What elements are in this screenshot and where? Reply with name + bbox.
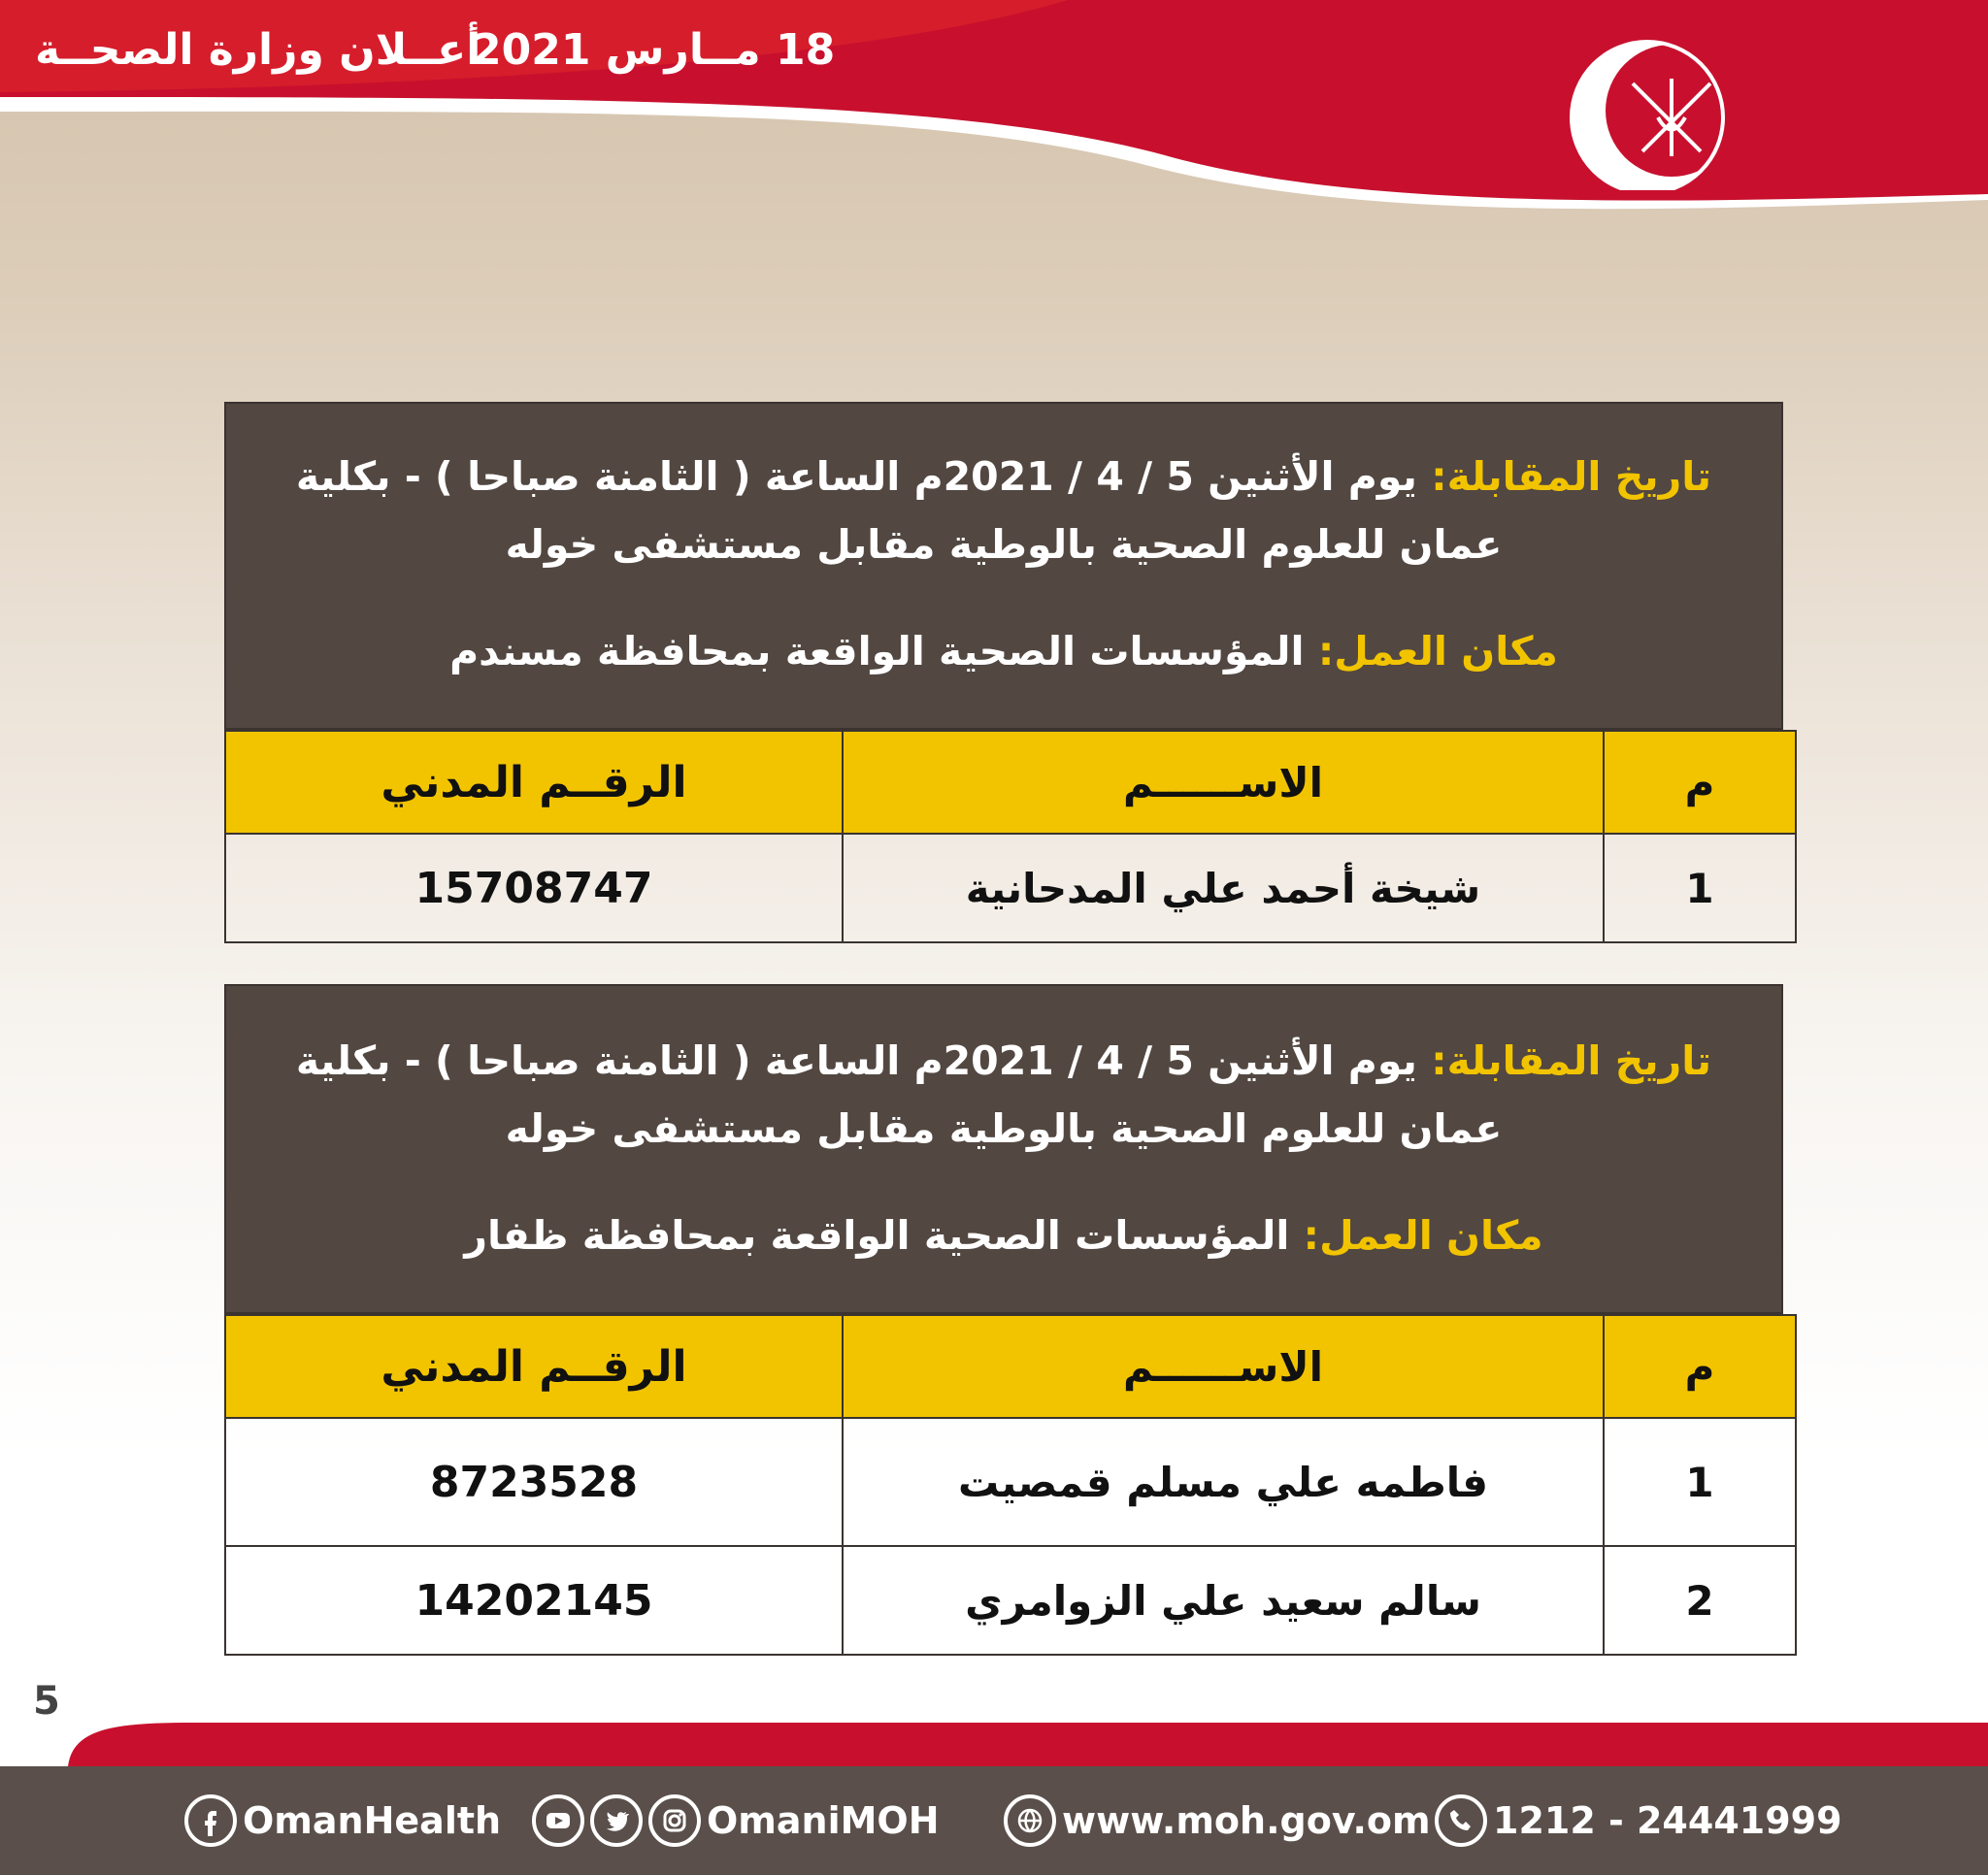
interview-date-line <box>226 443 1781 578</box>
facebook-handle: OmanHealth <box>243 1799 502 1842</box>
row-civil-id: 14202145 <box>225 1546 843 1655</box>
website-link[interactable] <box>1004 1793 1431 1848</box>
interview-info <box>224 984 1783 1314</box>
ministry-logo-text <box>1710 68 1943 157</box>
logo-line-sultanate: سلطنة عمان <box>1722 68 1932 113</box>
work-place-text: المؤسسات الصحية الواقعة بمحافظة مسندم <box>449 628 1318 674</box>
work-place-label: مكان العمل: <box>1303 1212 1543 1259</box>
column-id-header: الرقــم المدني <box>225 731 843 834</box>
announcement-title: أعــلان وزارة الصحــة <box>35 25 481 75</box>
column-index-header: م <box>1604 731 1796 834</box>
footer-contact-bar <box>0 1766 1988 1875</box>
work-place-line <box>226 1201 1781 1269</box>
social-handle: OmaniMOH <box>707 1799 940 1842</box>
globe-icon <box>1004 1794 1056 1847</box>
table-row <box>225 1418 1796 1546</box>
interview-info <box>224 402 1783 730</box>
column-id-header: الرقــم المدني <box>225 1315 843 1418</box>
facebook-icon <box>184 1794 237 1847</box>
table-row <box>225 834 1796 942</box>
announcement-block-musandam <box>224 402 1783 943</box>
work-place-text: المؤسسات الصحية الواقعة بمحافظة ظفار <box>464 1212 1304 1259</box>
social-links[interactable] <box>532 1793 940 1848</box>
website-url: www.moh.gov.om <box>1062 1799 1431 1842</box>
table-header-row <box>225 1315 1796 1418</box>
column-name-header: الاســــــم <box>843 1315 1604 1418</box>
youtube-icon[interactable] <box>532 1794 584 1847</box>
footer-red-stripe <box>0 1708 1988 1766</box>
instagram-icon[interactable] <box>648 1794 701 1847</box>
row-civil-id: 15708747 <box>225 834 843 942</box>
interview-date-label: تاريخ المقابلة: <box>1431 453 1712 500</box>
phone-icon <box>1435 1794 1487 1847</box>
row-name: شيخة أحمد علي المدحانية <box>843 834 1604 942</box>
row-name: سالم سعيد علي الزوامري <box>843 1546 1604 1655</box>
row-name: فاطمه علي مسلم قمصيت <box>843 1418 1604 1546</box>
table-header-row <box>225 731 1796 834</box>
table-row <box>225 1546 1796 1655</box>
twitter-icon[interactable] <box>590 1794 643 1847</box>
announcement-date: 18 مــارس 2021 <box>472 25 836 75</box>
interview-date-text: يوم الأثنين 5 / 4 / 2021م الساعة ( الثامنة صباحا ) - بكلية عمان للعلوم الصحية بالوطية مقابل مستشفى خوله <box>295 1037 1503 1152</box>
work-place-line <box>226 617 1781 685</box>
candidates-table <box>224 730 1797 943</box>
interview-date-line <box>226 1027 1781 1163</box>
facebook-link[interactable] <box>184 1793 501 1848</box>
row-civil-id: 8723528 <box>225 1418 843 1546</box>
announcement-block-dhofar <box>224 984 1783 1656</box>
interview-date-label: تاريخ المقابلة: <box>1431 1037 1712 1084</box>
phone-contact[interactable] <box>1435 1793 1842 1848</box>
row-index: 2 <box>1604 1546 1796 1655</box>
candidates-table <box>224 1314 1797 1656</box>
work-place-label: مكان العمل: <box>1317 628 1558 674</box>
page-number: 5 <box>33 1679 60 1724</box>
row-index: 1 <box>1604 834 1796 942</box>
column-name-header: الاســــــم <box>843 731 1604 834</box>
column-index-header: م <box>1604 1315 1796 1418</box>
row-index: 1 <box>1604 1418 1796 1546</box>
interview-date-text: يوم الأثنين 5 / 4 / 2021م الساعة ( الثامنة صباحا ) - بكلية عمان للعلوم الصحية بالوطية مقابل مستشفى خوله <box>295 453 1503 568</box>
logo-line-ministry: وزارة الصحة <box>1736 115 1918 154</box>
phone-number: 1212 - 24441999 <box>1493 1799 1842 1842</box>
